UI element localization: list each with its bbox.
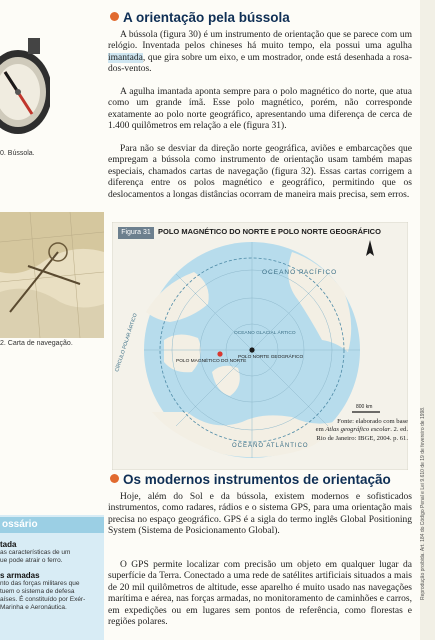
section-heading-modern-text: Os modernos instrumentos de orientação: [123, 472, 391, 487]
map-label-arctic-circle: CÍRCULO POLAR ÁRTICO: [114, 312, 139, 373]
glossary-def-1a: as características de um: [0, 549, 71, 556]
map-label-geographic-pole: POLO NORTE GEOGRÁFICO: [238, 355, 304, 360]
glossary-def-2b: tuem o sistema de defesa: [0, 588, 75, 595]
figure-source-em: em: [315, 426, 324, 434]
glossary-term-2: s armadas: [0, 571, 40, 580]
paragraph-compass-1: [108, 30, 412, 76]
copyright-side-note-text: Reprodução proibida. Art. 184 do Código Penal e Lei 9.610 de 19 de fevereiro de 1998.: [420, 406, 426, 600]
glossary-def-2c: aíses. É constituído por Exér-: [0, 596, 86, 603]
paragraph-compass-2: A agulha imantada aponta sempre para o polo magnético do norte, que atua como um grande ímã. Esse polo magnético, porém, não corresponde exatamente ao polo norte geográfico, apresentando uma diferença de cerca de 1.400 quilômetros em relação a ele (figura 31).: [108, 87, 412, 132]
glossary-content: [0, 540, 104, 612]
glossary-title: ossário: [0, 517, 104, 533]
heading-bullet-icon: [110, 12, 119, 21]
compass-photo: [0, 32, 50, 144]
glossary-def-2d: Marinha e Aeronáutica.: [0, 604, 67, 611]
figure-source-line1: Fonte: elaborado com base: [337, 418, 408, 425]
figure-source-edition: . 2. ed.: [390, 426, 408, 434]
glossary-def-2a: nto das forças militares que: [0, 580, 80, 587]
section-heading-modern: [110, 472, 420, 487]
map-label-magnetic-pole: POLO MAGNÉTICO DO NORTE: [176, 359, 247, 364]
navigation-chart-photo: [0, 212, 104, 338]
navigation-chart-caption: 2. Carta de navegação.: [0, 340, 73, 347]
figure-source-title: Atlas geográfico escolar: [325, 426, 391, 434]
paragraph-modern-2: O GPS permite localizar com precisão um objeto em qualquer lugar da superfície da Terra. Conectado a uma rede de satélites artificiais situados a mais de 20 mil quilômetros de altitude, esse aparelho é muito usado nas navegações marítima e aérea, nas forças armadas, no monitoramento de caminhões e carros, em expedições ou em lugares sem pontos de referência, como florestas e regiões polares.: [108, 560, 412, 628]
glossary-term-1: tada: [0, 540, 17, 549]
map-label-glacial: OCEANO GLACIAL ÁRTICO: [234, 331, 296, 336]
figure-title: POLO MAGNÉTICO DO NORTE E POLO NORTE GEOGRÁFICO: [158, 227, 381, 236]
highlighted-term: imantada: [108, 52, 143, 63]
copyright-side-note: [420, 60, 432, 600]
map-scale-label: 800 km: [356, 404, 373, 410]
map-label-pacific: OCEANO PACÍFICO: [262, 269, 338, 276]
figure-source-publisher: Rio de Janeiro: IBGE, 2004. p. 61.: [316, 434, 408, 442]
paragraph-compass-3: Para não se desviar da direção norte geográfica, aviões e embarcações que empregam a bússola como instrumento de orientação usam também mapas especiais, chamados cartas de navegação (figura 32). Essas cartas corrigem a diferença entre os polos magnético e geográfico, permitindo que os deslocamentos a longas distâncias ocorram de maneira mais precisa, sem erros.: [108, 144, 412, 200]
paragraph-compass-1-text: A bússola (figura 30) é um instrumento de orientação que se parece com um relógio. Inventada pelos chineses há muito tempo, ela possui uma agulha imantada, que gira sobre um eixo, e um mostrador, onde está desenhada a rosa-dos-ventos.: [108, 30, 412, 75]
figure-number: Figura 31: [118, 227, 154, 239]
compass-caption: 0. Bússola.: [0, 150, 35, 157]
paragraph-modern-1: Hoje, além do Sol e da bússola, existem modernos e sofisticados instrumentos, como radares, rádios e o sistema GPS, para uma orientação mais precisa no espaço geográfico. GPS é a sigla do termo inglês Global Positioning System (Sistema de Posicionamento Global).: [108, 492, 412, 537]
section-heading-compass: [110, 10, 420, 25]
figure-source: [300, 418, 408, 443]
section-heading-compass-text: A orientação pela bússola: [123, 10, 290, 25]
glossary-def-1b: ue pode atrair o ferro.: [0, 557, 63, 564]
heading-bullet-icon: [110, 474, 119, 483]
map-label-atlantic: OCEANO ATLÂNTICO: [232, 443, 309, 449]
